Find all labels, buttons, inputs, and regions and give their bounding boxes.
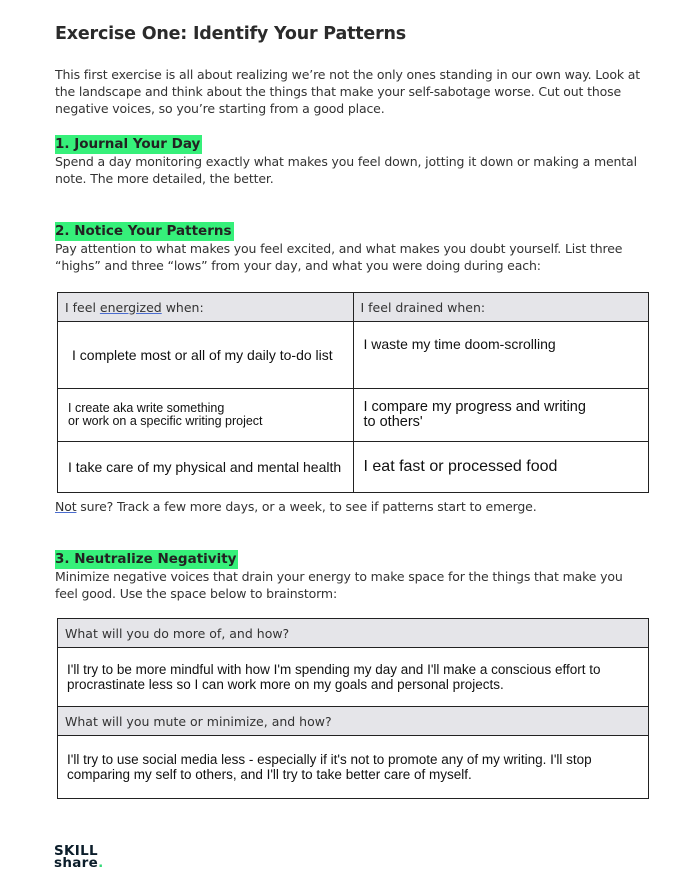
section2-footer: Not sure? Track a few more days, or a week, to see if patterns start to emerge. — [55, 499, 537, 514]
skillshare-logo: SKILL share. — [54, 843, 104, 871]
section2-heading: 2. Notice Your Patterns — [55, 223, 232, 239]
patterns-table — [57, 292, 649, 493]
answer-minimize[interactable]: I'll try to use social media less - especially if it's not to promote any of my writing. I'll stop comparing my self to others, and I'll try to take better care of myself. — [58, 736, 649, 799]
section3-heading: 3. Neutralize Negativity — [55, 551, 237, 567]
section1-body: Spend a day monitoring exactly what makes you feel down, jotting it down or making a mental note. The more detailed, the better. — [55, 154, 637, 186]
table-header-row — [58, 293, 649, 322]
question-minimize: What will you mute or minimize, and how? — [58, 707, 649, 736]
high-cell-2[interactable]: I create aka write something or work on a specific writing project — [58, 389, 354, 442]
section3-body: Minimize negative voices that drain your energy to make space for the things that make you feel good. Use the space below to brainstorm: — [55, 569, 623, 601]
table-row — [58, 389, 649, 442]
answer-do-more[interactable]: I'll try to be more mindful with how I'm spending my day and I'll make a conscious effort to procrastinate less so I can work more on my goals and personal projects. — [58, 648, 649, 707]
section1-heading: 1. Journal Your Day — [55, 136, 201, 152]
low-cell-2[interactable]: I compare my progress and writing to others' — [353, 389, 649, 442]
question-do-more: What will you do more of, and how? — [58, 619, 649, 648]
high-cell-3[interactable]: I take care of my physical and mental health — [58, 442, 354, 493]
brainstorm-table — [57, 618, 649, 799]
drained-header: I feel drained when: — [353, 293, 649, 322]
question-row — [58, 707, 649, 736]
high-cell-1[interactable]: I complete most or all of my daily to-do list — [58, 322, 354, 389]
answer-row — [58, 736, 649, 799]
section2-body: Pay attention to what makes you feel excited, and what makes you doubt yourself. List three “highs” and three “lows” from your day, and what you were doing during each: — [55, 241, 623, 273]
intro-paragraph: This first exercise is all about realizing we’re not the only ones standing in our own way. Look at the landscape and think about the things that make your self-sabotage worse. Cut out those negative voices, so you’re starting from a good place. — [55, 67, 641, 116]
table-row — [58, 322, 649, 389]
low-cell-3[interactable]: I eat fast or processed food — [353, 442, 649, 493]
energized-header: I feel energized when: — [58, 293, 354, 322]
table-row — [58, 442, 649, 493]
answer-row — [58, 648, 649, 707]
low-cell-1[interactable]: I waste my time doom-scrolling — [353, 322, 649, 389]
question-row — [58, 619, 649, 648]
page-title: Exercise One: Identify Your Patterns — [55, 24, 406, 44]
